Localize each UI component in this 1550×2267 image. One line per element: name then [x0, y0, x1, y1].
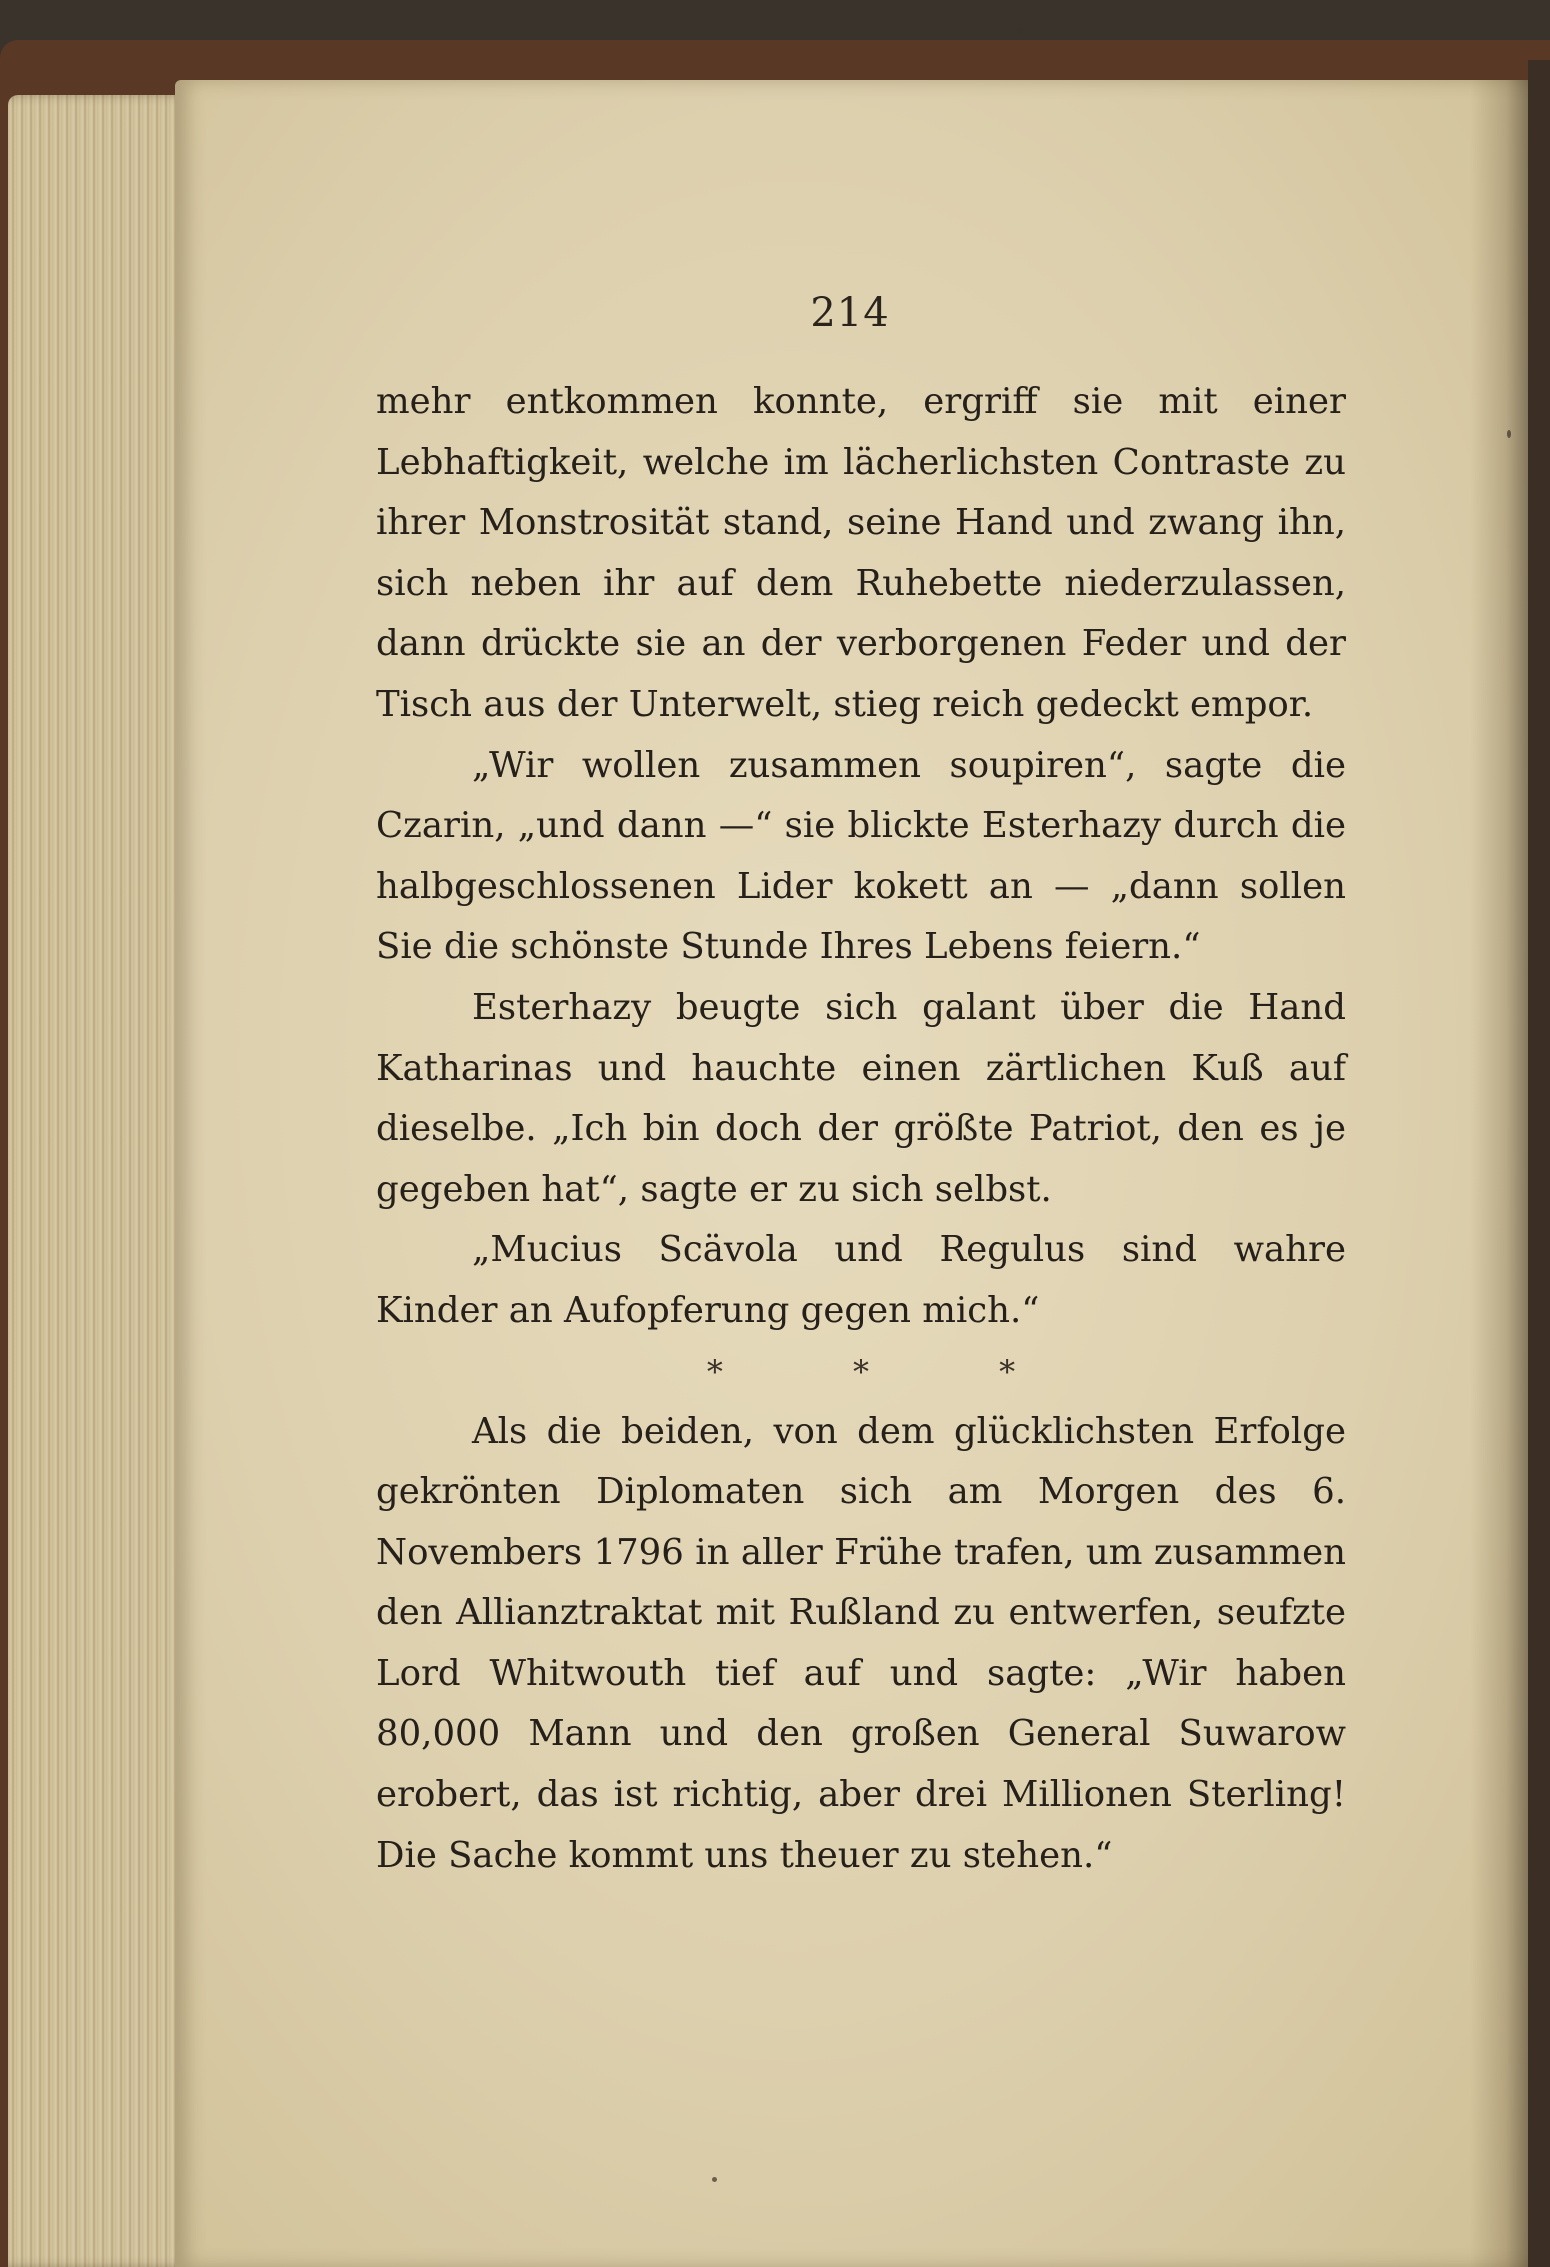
paragraph: „Wir wollen zusammen soupiren“, sagte die Czarin, „und dann —“ sie blickte Esterhazy durch die halbgeschlossenen Lider kokett an — „dann sollen Sie die schönste Stunde Ihres Lebens feiern.“	[376, 744, 1346, 968]
paragraph: Als die beiden, von dem glücklichsten Erfolge gekrönten Diplomaten sich am Morgen des 6. Novembers 1796 in aller Frühe trafen, um zusammen den Allianztraktat mit Rußland zu entwerfen, seufzte Lord Whitwouth tief auf und sagte: „Wir haben 80,000 Mann und den großen General Suwarow erobert, das ist richtig, aber drei Millionen Sterling! Die Sache kommt uns theuer zu stehen.“	[376, 1410, 1346, 1876]
page-number: 214	[810, 290, 890, 336]
paper-speck	[1017, 28, 1023, 34]
body-text	[376, 372, 1346, 1886]
paragraph: Esterhazy beugte sich galant über die Hand Katharinas und hauchte einen zärtlichen Kuß auf dieselbe. „Ich bin doch der größte Patriot, den es je gegeben hat“, sagte er zu sich selbst.	[376, 986, 1346, 1210]
paper-speck	[712, 2177, 717, 2182]
page-edges	[8, 95, 193, 2267]
section-separator: * * *	[706, 1352, 1076, 1391]
paragraph: mehr entkommen konnte, ergriff sie mit einer Lebhaftigkeit, welche im lächerlichsten Contraste zu ihrer Monstrosität stand, seine Hand und zwang ihn, sich neben ihr auf dem Ruhebette niederzulassen, dann drückte sie an der verborgenen Feder und der Tisch aus der Unterwelt, stieg reich gedeckt empor.	[376, 381, 1346, 725]
paragraph: „Mucius Scävola und Regulus sind wahre Kinder an Aufopferung gegen mich.“	[376, 1229, 1346, 1331]
paper-speck	[1507, 430, 1511, 438]
book-spine-edge	[1528, 60, 1550, 2267]
